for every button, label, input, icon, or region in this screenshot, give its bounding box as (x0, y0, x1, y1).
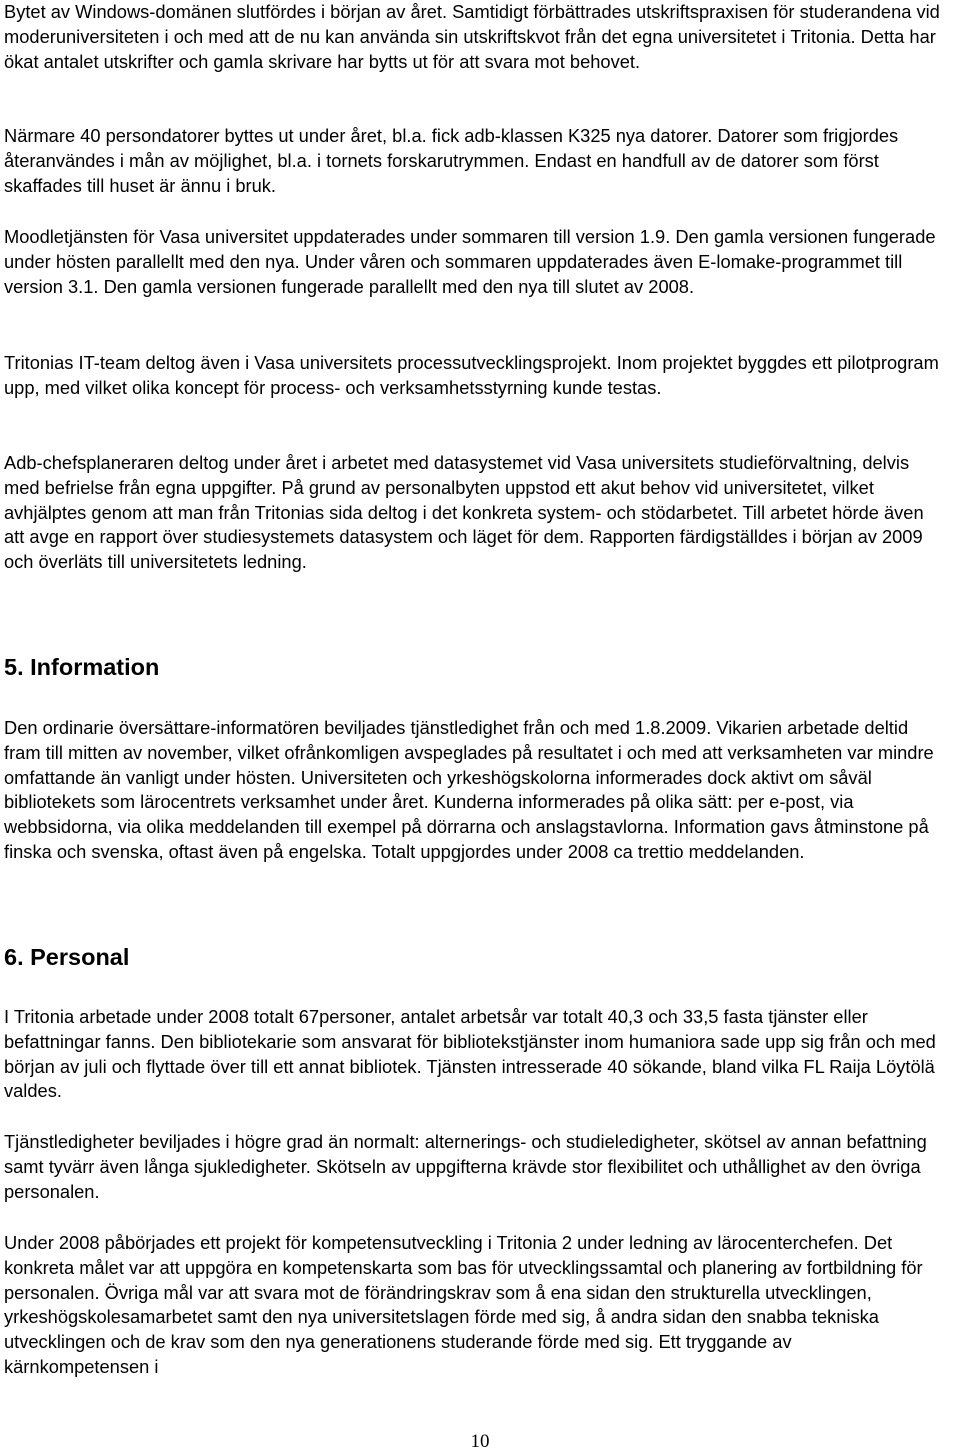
page-number: 10 (470, 1431, 490, 1452)
paragraph-it-team: Tritonias IT-team deltog även i Vasa universitets processutvecklingsprojekt. Inom projektet byggdes ett pilotprogram upp, med vilket olika koncept för process- och verksamhetsstyrning kunde testas. (4, 352, 939, 398)
paragraph-personal-competence: Under 2008 påbörjades ett projekt för kompetensutveckling i Tritonia 2 under ledning av lärocenterchefen. Det konkreta målet var att uppgöra en kompetenskarta som bas för utvecklingssamtal och planering av fortbildning för personalen. Övriga mål var att svara mot de förändringskrav som å ena sidan den strukturella utvecklingen, yrkeshögskolesamarbetet samt den nya universitetslagen förde med sig, å andra sidan den snabba tekniska utvecklingen och de krav som den nya generationens studerande förde med sig. Ett tryggande av kärnkompetensen i (4, 1232, 923, 1377)
paragraph-adb-chief: Adb-chefsplaneraren deltog under året i arbetet med datasystemet vid Vasa universitets studieförvaltning, delvis med befrielse från egna uppgifter. På grund av personalbyten uppstod ett akut behov vid universitetet, vilket avhjälptes genom att man från Tritonias sida deltog i det konkreta system- och stödarbetet. Till arbetet hörde även att avge en rapport över studiesystemets datasystem och läget för dem. Rapporten färdigställdes i början av 2009 och överläts till universitetets ledning. (4, 452, 924, 573)
section-heading-information: 5. Information (4, 654, 160, 680)
paragraph-information: Den ordinarie översättare-informatören beviljades tjänstledighet från och med 1.8.2009. Vikarien arbetade deltid fram till mitten av november, vilket ofrånkomligen avspeglades på resultatet i och med att verksamheten var mindre omfattande än vanligt under hösten. Universiteten och yrkeshögskolorna informerades dock aktivt om såväl bibliotekets som lärocentrets verksamhet under året. Kunderna informerades på olika sätt: per e-post, via webbsidorna, via olika meddelanden till exempel på dörrarna och anslagstavlorna. Information gavs åtminstone på finska och svenska, oftast även på engelska. Totalt uppgjordes under 2008 ca trettio meddelanden. (4, 717, 934, 862)
paragraph-moodle: Moodletjänsten för Vasa universitet uppdaterades under sommaren till version 1.9. Den gamla versionen fungerade under hösten parallellt med den nya. Under våren och sommaren uppdaterades även E-lomake-programmet till version 3.1. Den gamla versionen fungerade parallellt med den nya till slutet av 2008. (4, 226, 936, 297)
section-heading-personal: 6. Personal (4, 944, 130, 970)
paragraph-personal-staff: I Tritonia arbetade under 2008 totalt 67personer, antalet arbetsår var totalt 40,3 och 33,5 fasta tjänster eller befattningar fanns. Den bibliotekarie som ansvarat för bibliotekstjänster inom humaniora sade upp sig från och med början av juli och flyttade över till ett annat bibliotek. Tjänsten intresserade 40 sökande, bland vilka FL Raija Löytölä valdes. (4, 1006, 936, 1102)
paragraph-computers: Närmare 40 persondatorer byttes ut under året, bl.a. fick adb-klassen K325 nya datorer. Datorer som frigjordes återanvändes i mån av möjlighet, bl.a. i tornets forskarutrymmen. Endast en handfull av de datorer som först skaffades till huset är ännu i bruk. (4, 125, 899, 196)
paragraph-windows-domain: Bytet av Windows-domänen slutfördes i början av året. Samtidigt förbättrades utskriftspraxisen för studerandena vid moderuniversiteten i och med att de nu kan använda sin utskriftskvot från det egna universitetet i Tritonia. Detta har ökat antalet utskrifter och gamla skrivare har bytts ut för att svara mot behovet. (4, 1, 940, 72)
paragraph-personal-leave: Tjänstledigheter beviljades i högre grad än normalt: alternerings- och studieledigheter, skötsel av annan befattning samt tyvärr även långa sjukledigheter. Skötseln av uppgifterna krävde stor flexibilitet och uthållighet av den övriga personalen. (4, 1131, 927, 1202)
